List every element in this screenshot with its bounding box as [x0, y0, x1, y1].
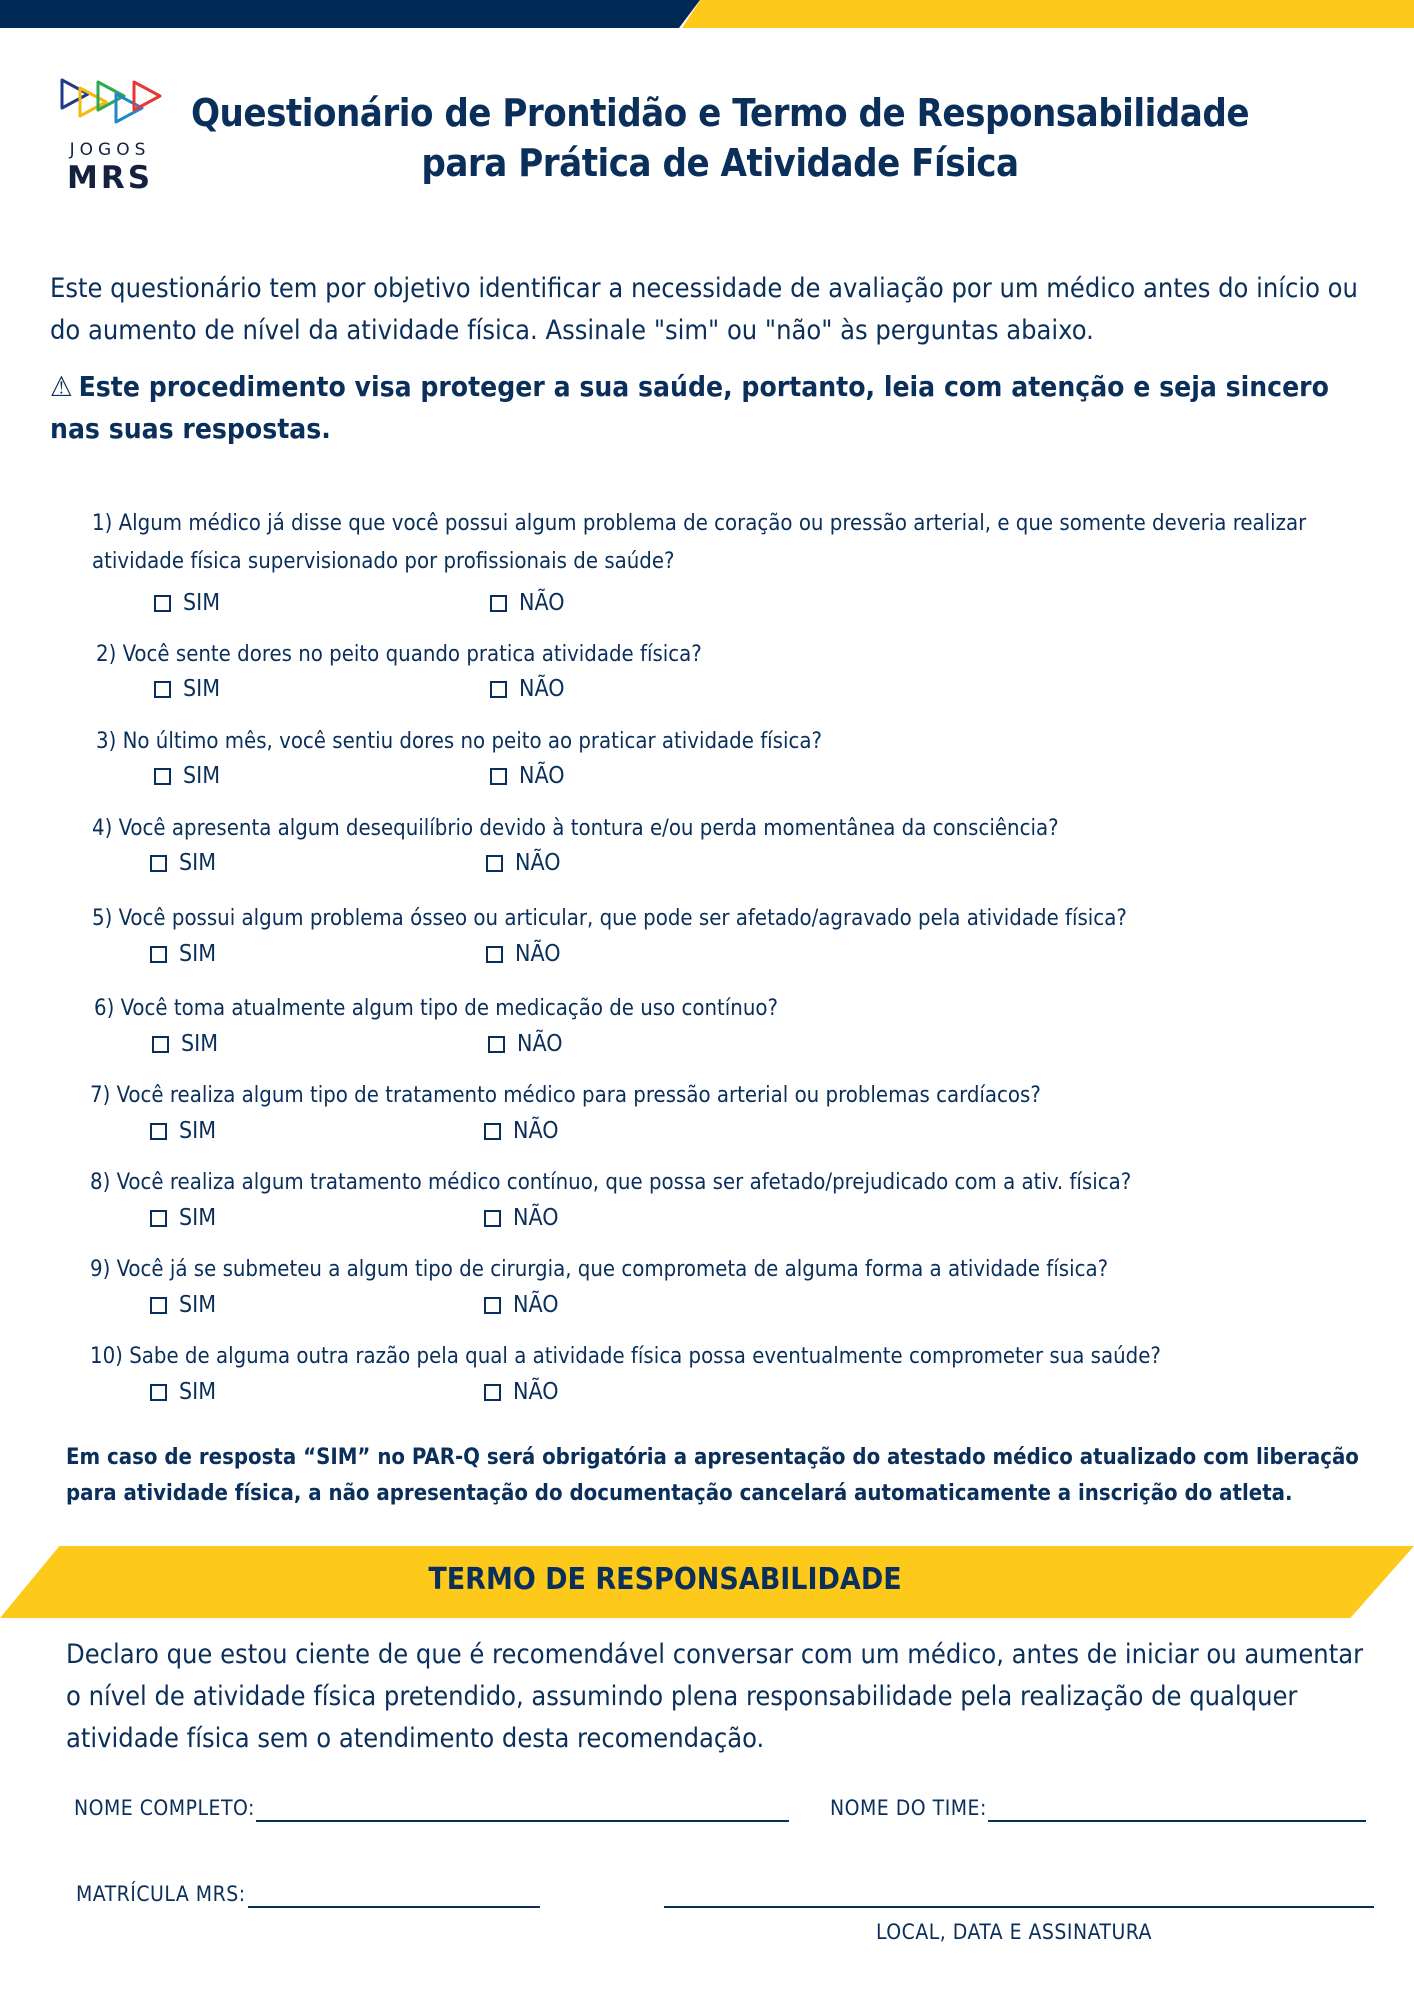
- signature-label: LOCAL, DATA E ASSINATURA: [876, 1920, 1152, 1944]
- option-label: SIM: [183, 763, 221, 789]
- option-label: NÃO: [513, 1292, 559, 1318]
- registration-line[interactable]: [248, 1906, 540, 1908]
- warning-text: [50, 366, 1370, 450]
- top-bar-yellow: [682, 0, 1414, 28]
- checkbox-icon[interactable]: [484, 1210, 501, 1227]
- q1-yes-option[interactable]: [154, 590, 220, 616]
- page-title-line-1: Questionário de Prontidão e Termo de Responsabilidade: [190, 91, 1250, 135]
- option-label: SIM: [179, 1205, 217, 1231]
- question-5: 5) Você possui algum problema ósseo ou articular, que pode ser afetado/agravado pela atividade física?: [92, 906, 1127, 931]
- option-label: SIM: [183, 676, 221, 702]
- option-label: SIM: [179, 941, 217, 967]
- checkbox-icon[interactable]: [150, 1123, 167, 1140]
- checkbox-icon[interactable]: [490, 768, 507, 785]
- q4-yes-option[interactable]: [150, 850, 216, 876]
- option-label: NÃO: [515, 941, 561, 967]
- q8-no-option[interactable]: [484, 1205, 559, 1231]
- checkbox-icon[interactable]: [154, 768, 171, 785]
- option-label: SIM: [179, 1292, 217, 1318]
- option-label: SIM: [179, 850, 217, 876]
- option-label: NÃO: [515, 850, 561, 876]
- option-label: NÃO: [517, 1031, 563, 1057]
- q10-yes-option[interactable]: [150, 1379, 216, 1405]
- par-q-notice: Em caso de resposta “SIM” no PAR-Q será obrigatória a apresentação do atestado médico atualizado com liberação para atividade física, a não apresentação do documentação cancelará automaticamente a inscrição do atleta.: [66, 1445, 1359, 1506]
- q2-yes-option[interactable]: [154, 676, 220, 702]
- option-label: NÃO: [519, 676, 565, 702]
- checkbox-icon[interactable]: [486, 855, 503, 872]
- checkbox-icon[interactable]: [484, 1297, 501, 1314]
- q6-yes-option[interactable]: [152, 1031, 218, 1057]
- option-label: NÃO: [513, 1379, 559, 1405]
- checkbox-icon[interactable]: [490, 595, 507, 612]
- q9-no-option[interactable]: [484, 1292, 559, 1318]
- question-10: 10) Sabe de alguma outra razão pela qual a atividade física possa eventualmente comprometer sua saúde?: [90, 1344, 1161, 1369]
- warning-icon: ⚠: [50, 370, 73, 403]
- checkbox-icon[interactable]: [150, 855, 167, 872]
- question-2: 2) Você sente dores no peito quando pratica atividade física?: [96, 642, 702, 667]
- team-name-line[interactable]: [988, 1820, 1366, 1822]
- q7-yes-option[interactable]: [150, 1118, 216, 1144]
- q6-no-option[interactable]: [488, 1031, 563, 1057]
- checkbox-icon[interactable]: [154, 595, 171, 612]
- q8-yes-option[interactable]: [150, 1205, 216, 1231]
- option-label: NÃO: [519, 763, 565, 789]
- option-label: NÃO: [513, 1118, 559, 1144]
- question-8: 8) Você realiza algum tratamento médico contínuo, que possa ser afetado/prejudicado com a ativ. física?: [90, 1170, 1132, 1195]
- q5-no-option[interactable]: [486, 941, 561, 967]
- checkbox-icon[interactable]: [488, 1036, 505, 1053]
- option-label: SIM: [179, 1118, 217, 1144]
- checkbox-icon[interactable]: [484, 1384, 501, 1401]
- checkbox-icon[interactable]: [150, 1210, 167, 1227]
- q3-no-option[interactable]: [490, 763, 565, 789]
- page-title-line-2: para Prática de Atividade Física: [421, 141, 1019, 185]
- q2-no-option[interactable]: [490, 676, 565, 702]
- term-text: Declaro que estou ciente de que é recomendável conversar com um médico, antes de iniciar ou aumentar o nível de atividade física pretendido, assumindo plena responsabilidade pela realização de qualquer atividade física sem o atendimento desta recomendação.: [66, 1639, 1364, 1754]
- option-label: SIM: [183, 590, 221, 616]
- page-title: [190, 88, 1250, 188]
- top-bar-navy: [0, 0, 700, 28]
- q9-yes-option[interactable]: [150, 1292, 216, 1318]
- checkbox-icon[interactable]: [150, 946, 167, 963]
- question-6: 6) Você toma atualmente algum tipo de medicação de uso contínuo?: [94, 996, 779, 1021]
- q7-no-option[interactable]: [484, 1118, 559, 1144]
- team-name-label: NOME DO TIME:: [830, 1796, 987, 1820]
- q5-yes-option[interactable]: [150, 941, 216, 967]
- full-name-line[interactable]: [256, 1820, 789, 1822]
- term-title: TERMO DE RESPONSABILIDADE: [428, 1562, 902, 1597]
- q1-no-option[interactable]: [490, 590, 565, 616]
- q4-no-option[interactable]: [486, 850, 561, 876]
- warning-message: Este procedimento visa proteger a sua saúde, portanto, leia com atenção e seja sincero nas suas respostas.: [50, 370, 1329, 445]
- checkbox-icon[interactable]: [490, 681, 507, 698]
- q3-yes-option[interactable]: [154, 763, 220, 789]
- checkbox-icon[interactable]: [150, 1297, 167, 1314]
- question-1: 1) Algum médico já disse que você possui algum problema de coração ou pressão arterial, e que somente deveria realizar atividade física supervisionado por profissionais de saúde?: [92, 511, 1307, 574]
- checkbox-icon[interactable]: [152, 1036, 169, 1053]
- question-3: 3) No último mês, você sentiu dores no peito ao praticar atividade física?: [96, 729, 822, 754]
- q10-no-option[interactable]: [484, 1379, 559, 1405]
- logo-word-mrs: MRS: [66, 160, 154, 196]
- checkbox-icon[interactable]: [486, 946, 503, 963]
- checkbox-icon[interactable]: [154, 681, 171, 698]
- question-7: 7) Você realiza algum tipo de tratamento médico para pressão arterial ou problemas cardíacos?: [90, 1083, 1041, 1108]
- option-label: SIM: [181, 1031, 219, 1057]
- question-4: 4) Você apresenta algum desequilíbrio devido à tontura e/ou perda momentânea da consciência?: [92, 816, 1059, 841]
- checkbox-icon[interactable]: [484, 1123, 501, 1140]
- logo-word-jogos: JOGOS: [69, 140, 151, 160]
- option-label: SIM: [179, 1379, 217, 1405]
- signature-line[interactable]: [664, 1906, 1374, 1908]
- option-label: NÃO: [513, 1205, 559, 1231]
- option-label: NÃO: [519, 590, 565, 616]
- checkbox-icon[interactable]: [150, 1384, 167, 1401]
- registration-label: MATRÍCULA MRS:: [76, 1882, 246, 1906]
- full-name-label: NOME COMPLETO:: [74, 1796, 255, 1820]
- intro-text: Este questionário tem por objetivo identificar a necessidade de avaliação por um médico antes do início ou do aumento de nível da atividade física. Assinale "sim" ou "não" às perguntas abaixo.: [50, 273, 1358, 346]
- question-9: 9) Você já se submeteu a algum tipo de cirurgia, que comprometa de alguma forma a atividade física?: [90, 1257, 1109, 1282]
